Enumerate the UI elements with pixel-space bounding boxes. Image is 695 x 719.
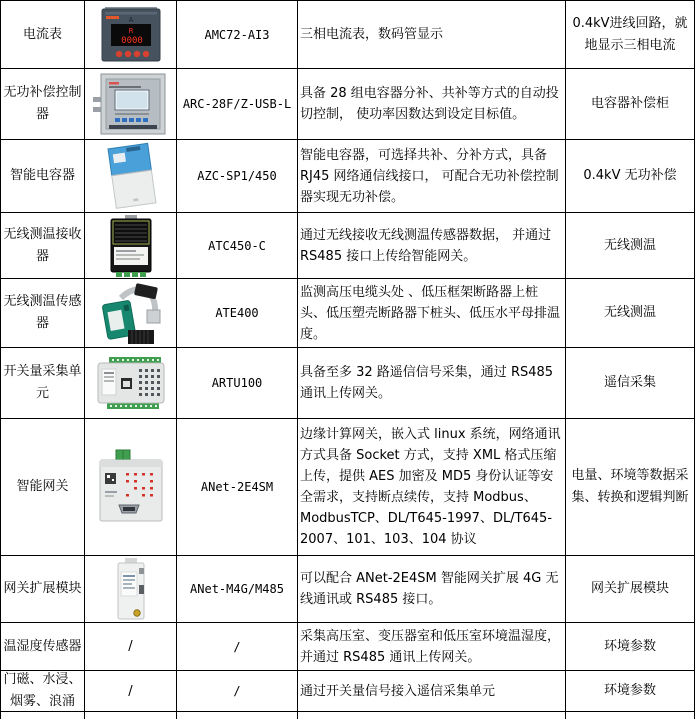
product-name: 智能电容器	[1, 140, 85, 213]
product-application: 网关扩展模块	[566, 556, 695, 623]
product-description: 可以配合 ANet-2E4SM 智能网关扩展 4G 无线通讯或 RS485 接口。	[298, 556, 566, 623]
product-model: AZC-SP1/450	[177, 140, 298, 213]
table-row	[1, 671, 695, 712]
product-model: ARC-28F/Z-USB-L	[177, 69, 298, 140]
table-bottom-cut-row	[1, 712, 695, 719]
meter-value-readout: 0000	[120, 35, 143, 46]
product-application: 无线测温	[566, 213, 695, 279]
product-image-cell	[85, 1, 177, 69]
product-model: /	[177, 671, 298, 712]
product-name: 智能网关	[1, 419, 85, 556]
product-description: 智能电容器，可选择共补、分补方式，具备 RJ45 网络通信线接口， 可配合无功补偿控制器实现无功补偿。	[298, 140, 566, 213]
di-collector-product-image	[93, 354, 169, 412]
product-description: 具备至多 32 路遥信信号采集，通过 RS485 通讯上传网关。	[298, 348, 566, 419]
cut-cell	[298, 712, 566, 719]
product-model: ATC450-C	[177, 213, 298, 279]
table-row	[1, 140, 695, 213]
product-image-cell	[85, 213, 177, 279]
product-name: 无线测温接收器	[1, 213, 85, 279]
product-image-cell	[85, 140, 177, 213]
product-application: 遥信采集	[566, 348, 695, 419]
product-description: 采集高压室、变压器室和低压室环境温湿度，并通过 RS485 通讯上传网关。	[298, 623, 566, 671]
cut-cell	[85, 712, 177, 719]
meter-phase-readout: R	[128, 26, 133, 35]
product-description: 通过开关量信号接入遥信采集单元	[298, 671, 566, 712]
product-image-cell	[85, 279, 177, 348]
product-image-cell	[85, 556, 177, 623]
cut-cell	[177, 712, 298, 719]
temp-receiver-product-image	[103, 214, 159, 278]
product-description: 通过无线接收无线测温传感器数据， 并通过 RS485 接口上传给智能网关。	[298, 213, 566, 279]
panel-meter-product-image	[99, 6, 163, 64]
product-application: 0.4kV 无功补偿	[566, 140, 695, 213]
product-model: ANet-M4G/M485	[177, 556, 298, 623]
product-name: 无功补偿控制器	[1, 69, 85, 140]
temp-sensor-product-image	[95, 280, 167, 346]
product-name: 温湿度传感器	[1, 623, 85, 671]
product-application: 0.4kV进线回路，就地显示三相电流	[566, 1, 695, 69]
product-application: 环境参数	[566, 623, 695, 671]
product-description: 具备 28 组电容器分补、共补等方式的自动投切控制， 使功率因数达到设定目标值。	[298, 69, 566, 140]
product-model: ATE400	[177, 279, 298, 348]
product-name: 开关量采集单元	[1, 348, 85, 419]
meter-unit-label: A	[128, 15, 133, 24]
gateway-extension-product-image	[111, 557, 151, 621]
product-model: AMC72-AI3	[177, 1, 298, 69]
cut-cell	[566, 712, 695, 719]
smart-gateway-product-image	[92, 447, 170, 527]
product-application: 无线测温	[566, 279, 695, 348]
product-model: ARTU100	[177, 348, 298, 419]
table-row	[1, 213, 695, 279]
product-description: 三相电流表，数码管显示	[298, 1, 566, 69]
product-image-cell: /	[85, 671, 177, 712]
product-application: 电容器补偿柜	[566, 69, 695, 140]
product-name: 门磁、水浸、烟雾、浪涌	[1, 671, 85, 712]
table-row	[1, 348, 695, 419]
product-image-cell	[85, 348, 177, 419]
table-row	[1, 69, 695, 140]
product-model: /	[177, 623, 298, 671]
table-row	[1, 279, 695, 348]
product-image-cell	[85, 419, 177, 556]
table-row	[1, 623, 695, 671]
product-application: 环境参数	[566, 671, 695, 712]
product-description: 监测高压电缆头处 、低压框架断路器上桩头、低压塑壳断路器下桩头、低压水平母排温度。	[298, 279, 566, 348]
cut-cell	[1, 712, 85, 719]
product-application: 电量、环境等数据采集、转换和逻辑判断	[566, 419, 695, 556]
compensation-controller-product-image	[93, 72, 169, 136]
smart-capacitor-product-image	[99, 141, 163, 211]
table-row	[1, 1, 695, 69]
product-image-cell: /	[85, 623, 177, 671]
product-description: 边缘计算网关，嵌入式 linux 系统，网络通讯方式具备 Socket 方式，支持 XML 格式压缩上传，提供 AES 加密及 MD5 身份认证等安全需求，支持断点续传，支持 Modbus、ModbusTCP、DL/T645-1997、DL/T645-2007、101、103、104 协议	[298, 419, 566, 556]
product-name: 网关扩展模块	[1, 556, 85, 623]
table-row	[1, 556, 695, 623]
table-row	[1, 419, 695, 556]
product-image-cell	[85, 69, 177, 140]
product-name: 无线测温传感器	[1, 279, 85, 348]
product-model: ANet-2E4SM	[177, 419, 298, 556]
product-name: 电流表	[1, 1, 85, 69]
